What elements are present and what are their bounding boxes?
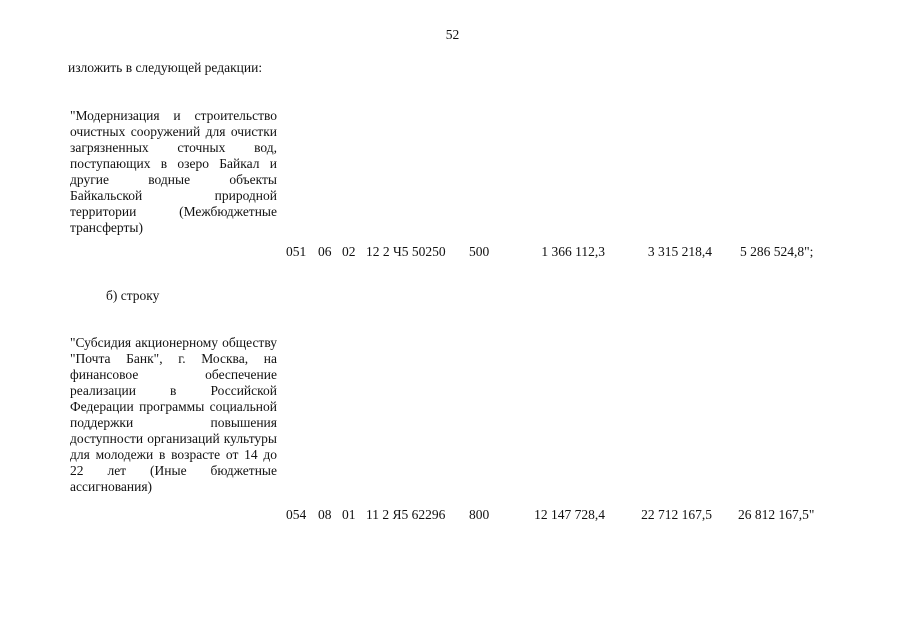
intro-text: изложить в следующей редакции: xyxy=(68,60,263,75)
amount-year-2: 22 712 167,5 xyxy=(641,507,712,522)
table-row xyxy=(0,335,905,535)
row-description: "Субсидия акционерному обществу "Почта Банк", г. Москва, на финансовое обеспечение реализации в Российской Федерации программы социальной поддержки повышения доступности организаций культуры для молодежи в возрасте от 14 до 22 лет (Иные бюджетные ассигнования) xyxy=(70,335,277,494)
sub-heading: б) строку xyxy=(106,288,160,303)
subsection-code: 02 xyxy=(342,244,356,259)
amount-year-1: 1 366 112,3 xyxy=(541,244,605,259)
expense-type-code: 500 xyxy=(469,244,490,259)
amount-year-2: 3 315 218,4 xyxy=(647,244,712,259)
target-article-code: 11 2 Я5 62296 xyxy=(366,507,446,522)
row-description: "Модернизация и строительство очистных сооружений для очистки загрязненных сточных вод, поступающих в озеро Байкал и другие водные объекты Байкальской природной территории (Межбюджетные трансферты) xyxy=(70,108,277,235)
ministry-code: 054 xyxy=(286,507,307,522)
page-number: 52 xyxy=(445,27,460,42)
amount-year-3: 26 812 167,5" xyxy=(738,507,815,522)
section-code: 06 xyxy=(318,244,332,259)
table-row xyxy=(0,108,905,268)
amount-year-1: 12 147 728,4 xyxy=(534,507,605,522)
expense-type-code: 800 xyxy=(469,507,490,522)
ministry-code: 051 xyxy=(286,244,307,259)
subsection-code: 01 xyxy=(342,507,356,522)
amount-year-3: 5 286 524,8"; xyxy=(740,244,814,259)
section-code: 08 xyxy=(318,507,332,522)
target-article-code: 12 2 Ч5 50250 xyxy=(366,244,446,259)
